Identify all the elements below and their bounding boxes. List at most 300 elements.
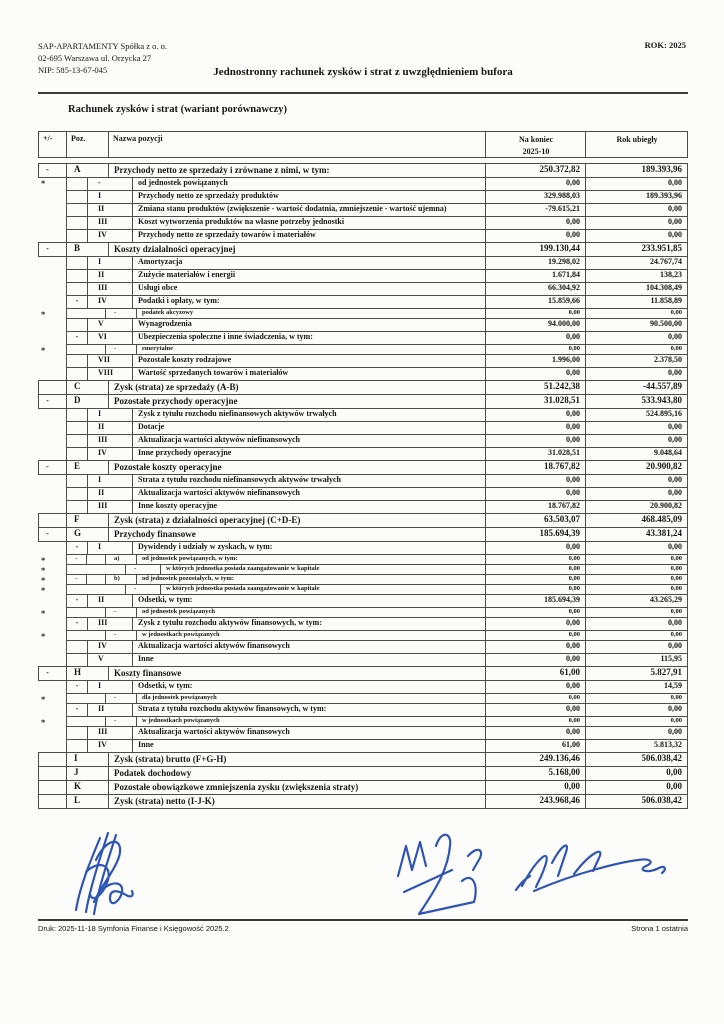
page-number: Strona 1 ostatnia: [631, 924, 688, 933]
row-submarker: [67, 409, 87, 421]
row-submarker: -: [75, 542, 79, 551]
row-value-previous: 189.393,96: [585, 164, 687, 177]
row-marker: [38, 355, 66, 368]
row-value-current: 1.671,84: [485, 270, 585, 282]
table-row: [38, 727, 687, 740]
row-position-label: I: [67, 753, 109, 766]
row-value-previous: 533.943,80: [585, 395, 687, 408]
row-value-current: 0,00: [485, 681, 585, 693]
table-row: [38, 257, 687, 270]
row-marker: [38, 727, 66, 740]
row-submarker: [67, 727, 87, 739]
row-name: od jednostek powiązanych, w tym:: [142, 555, 238, 562]
row-marker: [38, 270, 66, 283]
row-marker: [38, 641, 66, 654]
row-marker: [38, 767, 66, 781]
row-name: Inne: [138, 740, 154, 749]
row-value-previous: 0,00: [585, 575, 687, 584]
row-value-previous: 0,00: [585, 565, 687, 574]
row-name: Odsetki, w tym:: [138, 595, 193, 604]
row-position-label: II: [87, 422, 133, 434]
row-value-previous: 9.048,64: [585, 448, 687, 460]
row-name: Aktualizacja wartości aktywów finansowych: [138, 727, 290, 736]
row-value-previous: 233.951,85: [585, 243, 687, 256]
row-name: Dotacje: [138, 422, 165, 431]
table-row: [38, 795, 687, 809]
row-value-current: 0,00: [485, 332, 585, 344]
row-body: [66, 528, 687, 542]
row-value-previous: 5.813,32: [585, 740, 687, 752]
row-submarker: -: [75, 618, 79, 627]
row-position-label: VII: [87, 355, 133, 367]
table-row: [38, 781, 687, 795]
row-name: Wartość sprzedanych towarów i materiałów: [138, 368, 289, 377]
row-body: [66, 727, 687, 740]
handwritten-signature-center: [398, 835, 481, 914]
row-name: Koszty finansowe: [114, 668, 182, 678]
column-header-current-period: [485, 132, 585, 157]
table-row: [38, 618, 687, 631]
row-position-label: -: [105, 694, 137, 703]
row-submarker: [67, 345, 87, 354]
row-indent-spacer: [87, 608, 105, 617]
row-marker: [38, 618, 66, 631]
table-row: [38, 422, 687, 435]
row-submarker: [67, 204, 87, 216]
table-row: [38, 667, 687, 681]
report-title: Rachunek zysków i strat (wariant porównawczy): [68, 104, 288, 115]
row-position-label: J: [67, 767, 109, 780]
row-value-previous: 0,00: [585, 608, 687, 617]
row-position-label: I: [87, 681, 133, 693]
row-submarker: -: [75, 296, 79, 305]
row-marker: [38, 488, 66, 501]
row-body: [66, 191, 687, 204]
row-submarker: [67, 694, 87, 703]
handwritten-signature-left: [76, 833, 133, 914]
row-position-label: A: [67, 164, 109, 177]
row-submarker: -: [75, 681, 79, 690]
row-position-label: I: [87, 257, 133, 269]
table-row: [38, 164, 687, 178]
row-body: [66, 488, 687, 501]
row-name: Strata z tytułu rozchodu aktywów finansowych, w tym:: [138, 704, 327, 713]
row-value-current: 0,00: [485, 727, 585, 739]
row-submarker: [67, 717, 87, 726]
row-value-previous: 0,00: [585, 585, 687, 594]
table-row: [38, 381, 687, 395]
row-value-previous: 0,00: [585, 332, 687, 344]
row-position-label: C: [67, 381, 109, 394]
row-marker: [38, 475, 66, 488]
column-header-name: Nazwa pozycji: [113, 134, 163, 143]
table-row: [38, 191, 687, 204]
document-header: [38, 40, 688, 92]
row-position-label: IV: [87, 296, 133, 308]
row-body: [66, 565, 687, 575]
row-marker: -: [38, 528, 66, 542]
row-name: Zysk z tytułu rozchodu aktywów finansowych, w tym:: [138, 618, 322, 627]
table-row: [38, 585, 687, 595]
table-row: [38, 694, 687, 704]
table-row: [38, 368, 687, 381]
row-name: emerytalne: [142, 345, 174, 352]
row-body: [66, 461, 687, 475]
row-position-label: G: [67, 528, 109, 541]
row-submarker: -: [75, 332, 79, 341]
row-name: w których jednostka posiada zaangażowanie w kapitale: [166, 585, 320, 592]
row-value-current: 18.767,82: [485, 461, 585, 474]
column-header-plus-minus: +/-: [39, 132, 67, 157]
column-header-current-line1: Na koniec: [519, 135, 553, 144]
row-submarker: [67, 435, 87, 447]
row-value-current: -79.615,21: [485, 204, 585, 216]
row-marker: *: [41, 575, 46, 585]
table-row: [38, 542, 687, 555]
row-value-previous: 20.900,82: [585, 501, 687, 513]
row-submarker: [67, 631, 87, 640]
row-value-current: 0,00: [485, 309, 585, 318]
row-position-label: D: [67, 395, 109, 408]
row-value-current: 0,00: [485, 631, 585, 640]
row-position-label: -: [125, 565, 161, 574]
row-position-label: -: [105, 345, 137, 354]
row-name: w jednostkach powiązanych: [142, 717, 220, 724]
table-row: [38, 528, 687, 542]
row-value-previous: 11.858,89: [585, 296, 687, 308]
row-value-current: 0,00: [485, 654, 585, 666]
row-body: [66, 654, 687, 667]
row-name: Usługi obce: [138, 283, 178, 292]
row-position-label: a): [105, 555, 137, 564]
row-position-label: III: [87, 217, 133, 229]
row-submarker: [67, 501, 87, 513]
row-name: Pozostałe koszty rodzajowe: [138, 355, 232, 364]
row-value-current: 0,00: [485, 345, 585, 354]
table-row: [38, 332, 687, 345]
row-value-previous: 0,00: [585, 704, 687, 716]
row-submarker: [67, 319, 87, 331]
row-submarker: -: [75, 704, 79, 713]
row-name: Strata z tytułu rozchodu niefinansowych aktywów trwałych: [138, 475, 341, 484]
row-position-label: IV: [87, 641, 133, 653]
row-position-label: II: [87, 488, 133, 500]
row-name: Podatki i opłaty, w tym:: [138, 296, 220, 305]
row-body: [66, 618, 687, 631]
row-submarker: -: [67, 575, 87, 584]
row-value-previous: 138,23: [585, 270, 687, 282]
row-submarker: [67, 309, 87, 318]
row-marker: [38, 752, 66, 767]
table-row: [38, 641, 687, 654]
print-info: Druk: 2025-11-18 Symfonia Finanse i Księgowość 2025.2: [38, 924, 229, 933]
row-marker: *: [41, 694, 46, 704]
table-row: [38, 608, 687, 618]
row-position-label: II: [87, 595, 133, 607]
row-position-label: -: [87, 178, 133, 190]
row-body: [66, 608, 687, 618]
row-indent-spacer: [87, 345, 105, 354]
row-body: [66, 717, 687, 727]
table-row: [38, 488, 687, 501]
column-header-position: Poz.: [67, 132, 109, 157]
row-indent-spacer: [87, 309, 105, 318]
row-value-current: 18.767,82: [485, 501, 585, 513]
row-body: [66, 296, 687, 309]
row-position-label: -: [105, 309, 137, 318]
row-position-label: III: [87, 283, 133, 295]
row-submarker: [67, 422, 87, 434]
row-marker: [38, 542, 66, 555]
table-row: [38, 631, 687, 641]
table-row: [38, 270, 687, 283]
row-value-current: 0,00: [485, 475, 585, 487]
table-row: [38, 435, 687, 448]
row-name: od jednostek pozostałych, w tym:: [142, 575, 234, 582]
row-position-label: I: [87, 409, 133, 421]
row-value-current: 5.168,00: [485, 767, 585, 780]
row-value-previous: 0,00: [585, 435, 687, 447]
row-value-current: 0,00: [485, 618, 585, 630]
row-marker: [38, 257, 66, 270]
row-body: [66, 641, 687, 654]
row-body: [66, 595, 687, 608]
header-divider: [38, 92, 688, 94]
table-row: [38, 654, 687, 667]
row-value-current: 0,00: [485, 608, 585, 617]
row-submarker: [67, 608, 87, 617]
row-marker: *: [41, 309, 46, 319]
row-position-label: F: [67, 514, 109, 527]
row-value-previous: 189.393,96: [585, 191, 687, 203]
row-body: [66, 475, 687, 488]
row-body: [66, 309, 687, 319]
table-row: [38, 717, 687, 727]
row-marker: *: [41, 345, 46, 355]
row-body: [66, 345, 687, 355]
row-name: Pozostałe przychody operacyjne: [114, 396, 238, 406]
row-value-previous: 468.485,09: [585, 514, 687, 527]
row-body: [66, 767, 687, 781]
row-position-label: K: [67, 781, 109, 794]
row-body: [66, 257, 687, 270]
row-value-current: 0,00: [485, 641, 585, 653]
row-value-previous: 0,00: [585, 717, 687, 726]
table-row: [38, 296, 687, 309]
row-name: Amortyzacja: [138, 257, 183, 266]
table-row: [38, 704, 687, 717]
row-marker: [38, 380, 66, 395]
row-value-current: 0,00: [485, 694, 585, 703]
row-name: Zysk (strata) z działalności operacyjnej (C+D-E): [114, 515, 301, 525]
row-marker: [38, 704, 66, 717]
row-body: [66, 243, 687, 257]
row-value-previous: 0,00: [585, 781, 687, 794]
row-body: [66, 631, 687, 641]
row-indent-spacer: [87, 555, 105, 564]
row-position-label: V: [87, 319, 133, 331]
row-body: [66, 204, 687, 217]
row-name: Wynagrodzenia: [138, 319, 192, 328]
row-value-previous: 0,00: [585, 422, 687, 434]
row-body: [66, 448, 687, 461]
row-value-previous: 43.381,24: [585, 528, 687, 541]
row-value-current: 243.968,46: [485, 795, 585, 808]
company-nip: NIP: 585-13-67-045: [38, 65, 108, 75]
row-value-previous: 104.308,49: [585, 283, 687, 295]
row-value-previous: 506.038,42: [585, 753, 687, 766]
row-value-current: 0,00: [485, 781, 585, 794]
row-value-previous: -44.557,89: [585, 381, 687, 394]
table-row: [38, 319, 687, 332]
table-row: [38, 461, 687, 475]
row-value-previous: 0,00: [585, 475, 687, 487]
row-marker: [38, 296, 66, 309]
row-position-label: I: [87, 542, 133, 554]
row-value-previous: 43.265,29: [585, 595, 687, 607]
row-body: [66, 514, 687, 528]
row-body: [66, 395, 687, 409]
table-row: [38, 767, 687, 781]
row-value-previous: 0,00: [585, 727, 687, 739]
row-name: od jednostek powiązanych: [142, 608, 215, 615]
row-body: [66, 230, 687, 243]
row-marker: [38, 191, 66, 204]
row-marker: *: [41, 631, 46, 641]
row-position-label: -: [125, 585, 161, 594]
row-value-previous: 0,00: [585, 230, 687, 242]
row-body: [66, 368, 687, 381]
row-name: w jednostkach powiązanych: [142, 631, 220, 638]
row-submarker: [67, 740, 87, 752]
row-submarker: [67, 641, 87, 653]
row-marker: *: [41, 178, 46, 188]
row-position-label: VIII: [87, 368, 133, 380]
table-row: [38, 217, 687, 230]
row-name: dla jednostek powiązanych: [142, 694, 217, 701]
row-position-label: II: [87, 270, 133, 282]
table-row: [38, 514, 687, 528]
row-position-label: b): [105, 575, 137, 584]
row-marker: [38, 681, 66, 694]
company-address: 02-695 Warszawa ul. Orzycka 27: [38, 53, 152, 63]
row-body: [66, 694, 687, 704]
row-marker: [38, 513, 66, 528]
row-value-previous: 2.378,50: [585, 355, 687, 367]
row-marker: -: [38, 395, 66, 409]
row-body: [66, 355, 687, 368]
row-marker: [38, 435, 66, 448]
row-value-previous: 0,00: [585, 309, 687, 318]
row-value-previous: 0,00: [585, 178, 687, 190]
row-value-current: 0,00: [485, 230, 585, 242]
row-body: [66, 501, 687, 514]
table-row: [38, 345, 687, 355]
row-value-current: 329.988,03: [485, 191, 585, 203]
row-value-current: 250.372,82: [485, 164, 585, 177]
row-submarker: [67, 178, 87, 190]
row-submarker: [67, 355, 87, 367]
row-body: [66, 542, 687, 555]
row-value-previous: 0,00: [585, 767, 687, 780]
row-body: [66, 740, 687, 753]
row-marker: *: [41, 585, 46, 595]
row-name: Koszty działalności operacyjnej: [114, 244, 236, 254]
row-value-previous: 14,59: [585, 681, 687, 693]
row-body: [66, 409, 687, 422]
row-position-label: III: [87, 435, 133, 447]
column-header-current-line2: 2025-10: [522, 147, 550, 156]
table-row: [38, 740, 687, 753]
row-value-current: 0,00: [485, 368, 585, 380]
row-body: [66, 283, 687, 296]
row-marker: [38, 409, 66, 422]
row-position-label: III: [87, 501, 133, 513]
row-body: [66, 585, 687, 595]
row-value-current: 31.028,51: [485, 395, 585, 408]
table-row: [38, 178, 687, 191]
row-position-label: I: [87, 191, 133, 203]
row-name: Inne koszty operacyjne: [138, 501, 218, 510]
row-name: Aktualizacja wartości aktywów niefinansowych: [138, 488, 300, 497]
fiscal-year: ROK: 2025: [644, 40, 686, 50]
row-indent-spacer: [87, 694, 105, 703]
row-body: [66, 178, 687, 191]
row-position-label: III: [87, 618, 133, 630]
signatures-area: [38, 824, 688, 922]
row-value-previous: 24.767,74: [585, 257, 687, 269]
row-body: [66, 270, 687, 283]
row-value-current: 0,00: [485, 565, 585, 574]
row-value-current: 0,00: [485, 717, 585, 726]
row-name: Przychody netto ze sprzedaży i zrównane z nimi, w tym:: [114, 165, 330, 175]
row-body: [66, 555, 687, 565]
table-row: [38, 448, 687, 461]
row-body: [66, 575, 687, 585]
row-name: Odsetki, w tym:: [138, 681, 193, 690]
row-marker: -: [38, 164, 66, 178]
row-marker: [38, 283, 66, 296]
row-position-label: B: [67, 243, 109, 256]
row-position-label: H: [67, 667, 109, 680]
table-row: [38, 243, 687, 257]
row-value-current: 0,00: [485, 178, 585, 190]
row-position-label: I: [87, 475, 133, 487]
row-position-label: II: [87, 704, 133, 716]
row-submarker: [67, 217, 87, 229]
table-row: [38, 409, 687, 422]
row-value-current: 19.298,02: [485, 257, 585, 269]
row-value-current: 0,00: [485, 704, 585, 716]
row-value-current: 0,00: [485, 422, 585, 434]
row-value-current: 249.136,46: [485, 753, 585, 766]
row-value-previous: 0,00: [585, 345, 687, 354]
table-body: [38, 163, 688, 809]
row-name: od jednostek powiązanych: [138, 178, 228, 187]
row-value-current: 66.304,92: [485, 283, 585, 295]
row-value-current: 199.130,44: [485, 243, 585, 256]
row-value-previous: 524.895,16: [585, 409, 687, 421]
row-position-label: -: [105, 631, 137, 640]
row-value-current: 0,00: [485, 488, 585, 500]
table-header-row: [38, 131, 688, 158]
row-marker: *: [41, 555, 46, 565]
table-row: [38, 501, 687, 514]
row-value-current: 94.000,00: [485, 319, 585, 331]
row-body: [66, 332, 687, 345]
row-body: [66, 667, 687, 681]
row-name: Przychody finansowe: [114, 529, 196, 539]
